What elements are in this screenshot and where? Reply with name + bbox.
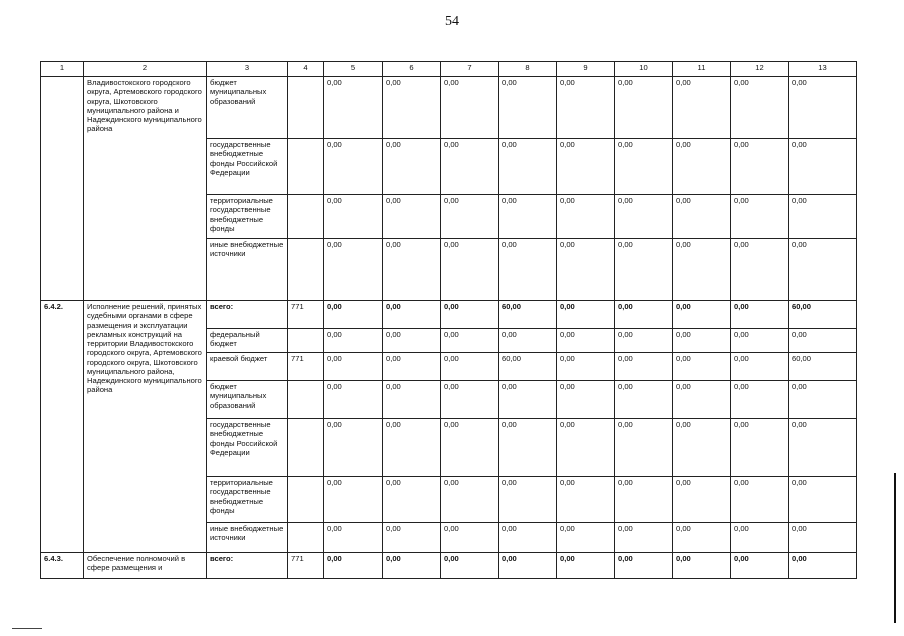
value-cell: 0,00 (673, 301, 731, 329)
header-cell: 2 (84, 62, 207, 77)
header-cell: 6 (383, 62, 441, 77)
value-cell: 0,00 (673, 195, 731, 239)
value-cell: 0,00 (789, 477, 857, 523)
value-cell: 0,00 (324, 77, 383, 139)
value-cell: 0,00 (324, 419, 383, 477)
value-cell: 0,00 (557, 139, 615, 195)
funding-source-cell: всего: (207, 553, 288, 579)
value-cell: 0,00 (673, 553, 731, 579)
value-cell: 0,00 (789, 553, 857, 579)
header-cell: 4 (288, 62, 324, 77)
value-cell: 0,00 (673, 239, 731, 301)
value-cell: 0,00 (731, 419, 789, 477)
value-cell: 0,00 (441, 419, 499, 477)
value-cell: 0,00 (557, 301, 615, 329)
value-cell: 0,00 (324, 353, 383, 381)
section-continued (41, 77, 857, 301)
value-cell: 60,00 (789, 301, 857, 329)
value-cell: 0,00 (615, 477, 673, 523)
value-cell: 0,00 (324, 301, 383, 329)
header-cell: 12 (731, 62, 789, 77)
funding-source-cell: территориальные государственные внебюджетные фонды (207, 477, 288, 523)
value-cell: 0,00 (557, 477, 615, 523)
funding-source-cell: всего: (207, 301, 288, 329)
header-cell: 11 (673, 62, 731, 77)
value-cell: 0,00 (731, 381, 789, 419)
value-cell: 0,00 (499, 195, 557, 239)
footer-rule (12, 628, 42, 629)
value-cell: 0,00 (383, 553, 441, 579)
value-cell: 0,00 (499, 523, 557, 553)
value-cell: 60,00 (499, 301, 557, 329)
value-cell: 0,00 (383, 195, 441, 239)
value-cell: 0,00 (615, 553, 673, 579)
value-cell: 0,00 (324, 477, 383, 523)
value-cell: 0,00 (324, 381, 383, 419)
value-cell: 0,00 (615, 239, 673, 301)
header-cell: 1 (41, 62, 84, 77)
value-cell: 0,00 (441, 553, 499, 579)
value-cell: 0,00 (499, 477, 557, 523)
value-cell: 0,00 (499, 419, 557, 477)
value-cell: 0,00 (673, 353, 731, 381)
code-cell (288, 477, 324, 523)
value-cell: 0,00 (615, 139, 673, 195)
value-cell: 0,00 (557, 553, 615, 579)
value-cell: 0,00 (499, 77, 557, 139)
funding-source-cell: иные внебюджетные источники (207, 239, 288, 301)
value-cell: 0,00 (383, 477, 441, 523)
header-row (41, 62, 857, 77)
value-cell: 0,00 (383, 139, 441, 195)
value-cell: 0,00 (673, 523, 731, 553)
value-cell: 0,00 (731, 353, 789, 381)
value-cell: 0,00 (499, 239, 557, 301)
value-cell: 0,00 (615, 419, 673, 477)
value-cell: 0,00 (673, 77, 731, 139)
value-cell: 0,00 (324, 139, 383, 195)
funding-source-cell: территориальные государственные внебюджетные фонды (207, 195, 288, 239)
value-cell: 0,00 (789, 329, 857, 353)
table-row (41, 553, 857, 579)
value-cell: 0,00 (731, 477, 789, 523)
funding-source-cell: бюджет муниципальных образований (207, 381, 288, 419)
value-cell: 0,00 (557, 77, 615, 139)
code-cell (288, 77, 324, 139)
code-cell: 771 (288, 353, 324, 381)
value-cell: 0,00 (324, 553, 383, 579)
value-cell: 0,00 (615, 329, 673, 353)
value-cell: 0,00 (789, 77, 857, 139)
code-cell (288, 419, 324, 477)
value-cell: 0,00 (615, 77, 673, 139)
section-item-6-4-3 (41, 553, 857, 579)
value-cell: 0,00 (441, 77, 499, 139)
value-cell: 0,00 (557, 381, 615, 419)
code-cell (288, 139, 324, 195)
table-row (41, 77, 857, 139)
value-cell: 0,00 (557, 353, 615, 381)
value-cell: 0,00 (383, 353, 441, 381)
value-cell: 0,00 (731, 329, 789, 353)
item-description-cell: Владивостокского городского округа, Артемовского городского округа, Шкотовского муниципального района и Надеждинского муниципального района (84, 77, 207, 301)
value-cell: 60,00 (499, 353, 557, 381)
item-number-cell: 6.4.3. (41, 553, 84, 579)
item-number-cell: 6.4.2. (41, 301, 84, 553)
code-cell: 771 (288, 553, 324, 579)
value-cell: 0,00 (557, 419, 615, 477)
value-cell: 0,00 (499, 139, 557, 195)
value-cell: 0,00 (615, 353, 673, 381)
value-cell: 0,00 (441, 239, 499, 301)
item-description-cell: Исполнение решений, принятых судебными органами в сфере размещения и эксплуатации рекламных конструкций на территории Владивостокского городского округа, Артемовского городского округа, Шкотовского муниципального района, Надеждинского муниципального района (84, 301, 207, 553)
value-cell: 0,00 (441, 195, 499, 239)
value-cell: 0,00 (615, 381, 673, 419)
funding-source-cell: иные внебюджетные источники (207, 523, 288, 553)
value-cell: 0,00 (441, 477, 499, 523)
value-cell: 0,00 (731, 523, 789, 553)
funding-source-cell: государственные внебюджетные фонды Российской Федерации (207, 139, 288, 195)
value-cell: 0,00 (731, 195, 789, 239)
value-cell: 0,00 (557, 523, 615, 553)
value-cell: 0,00 (499, 381, 557, 419)
funding-source-cell: федеральный бюджет (207, 329, 288, 353)
value-cell: 0,00 (673, 139, 731, 195)
margin-bar (894, 473, 896, 623)
value-cell: 0,00 (441, 329, 499, 353)
header-cell: 7 (441, 62, 499, 77)
item-description-cell: Обеспечение полномочий в сфере размещения и (84, 553, 207, 579)
value-cell: 0,00 (731, 139, 789, 195)
code-cell (288, 523, 324, 553)
value-cell: 0,00 (557, 195, 615, 239)
code-cell (288, 381, 324, 419)
value-cell: 0,00 (673, 477, 731, 523)
code-cell (288, 329, 324, 353)
value-cell: 0,00 (789, 381, 857, 419)
value-cell: 0,00 (383, 381, 441, 419)
value-cell: 0,00 (383, 239, 441, 301)
value-cell: 0,00 (383, 419, 441, 477)
value-cell: 0,00 (324, 239, 383, 301)
value-cell: 0,00 (383, 523, 441, 553)
value-cell: 0,00 (324, 195, 383, 239)
value-cell: 0,00 (731, 239, 789, 301)
value-cell: 0,00 (789, 419, 857, 477)
section-item-6-4-2 (41, 301, 857, 553)
value-cell: 0,00 (441, 353, 499, 381)
header-cell: 3 (207, 62, 288, 77)
value-cell: 0,00 (789, 239, 857, 301)
value-cell: 0,00 (557, 239, 615, 301)
value-cell: 0,00 (789, 139, 857, 195)
value-cell: 0,00 (673, 329, 731, 353)
value-cell: 0,00 (731, 553, 789, 579)
value-cell: 0,00 (383, 77, 441, 139)
funding-source-cell: бюджет муниципальных образований (207, 77, 288, 139)
value-cell: 0,00 (615, 523, 673, 553)
value-cell: 0,00 (383, 329, 441, 353)
value-cell: 60,00 (789, 353, 857, 381)
header-cell: 10 (615, 62, 673, 77)
value-cell: 0,00 (499, 553, 557, 579)
header-cell: 8 (499, 62, 557, 77)
value-cell: 0,00 (441, 301, 499, 329)
value-cell: 0,00 (615, 195, 673, 239)
page-number: 54 (445, 14, 459, 29)
value-cell: 0,00 (499, 329, 557, 353)
value-cell: 0,00 (673, 381, 731, 419)
value-cell: 0,00 (731, 301, 789, 329)
value-cell: 0,00 (673, 419, 731, 477)
header-cell: 5 (324, 62, 383, 77)
value-cell: 0,00 (324, 523, 383, 553)
value-cell: 0,00 (441, 381, 499, 419)
funding-source-cell: государственные внебюджетные фонды Российской Федерации (207, 419, 288, 477)
value-cell: 0,00 (789, 195, 857, 239)
value-cell: 0,00 (441, 139, 499, 195)
value-cell: 0,00 (324, 329, 383, 353)
code-cell: 771 (288, 301, 324, 329)
value-cell: 0,00 (557, 329, 615, 353)
table-row (41, 301, 857, 329)
value-cell: 0,00 (441, 523, 499, 553)
code-cell (288, 195, 324, 239)
value-cell: 0,00 (383, 301, 441, 329)
funding-source-cell: краевой бюджет (207, 353, 288, 381)
header-cell: 13 (789, 62, 857, 77)
value-cell: 0,00 (731, 77, 789, 139)
header-cell: 9 (557, 62, 615, 77)
item-number-cell (41, 77, 84, 301)
budget-table (40, 61, 857, 579)
value-cell: 0,00 (615, 301, 673, 329)
code-cell (288, 239, 324, 301)
value-cell: 0,00 (789, 523, 857, 553)
